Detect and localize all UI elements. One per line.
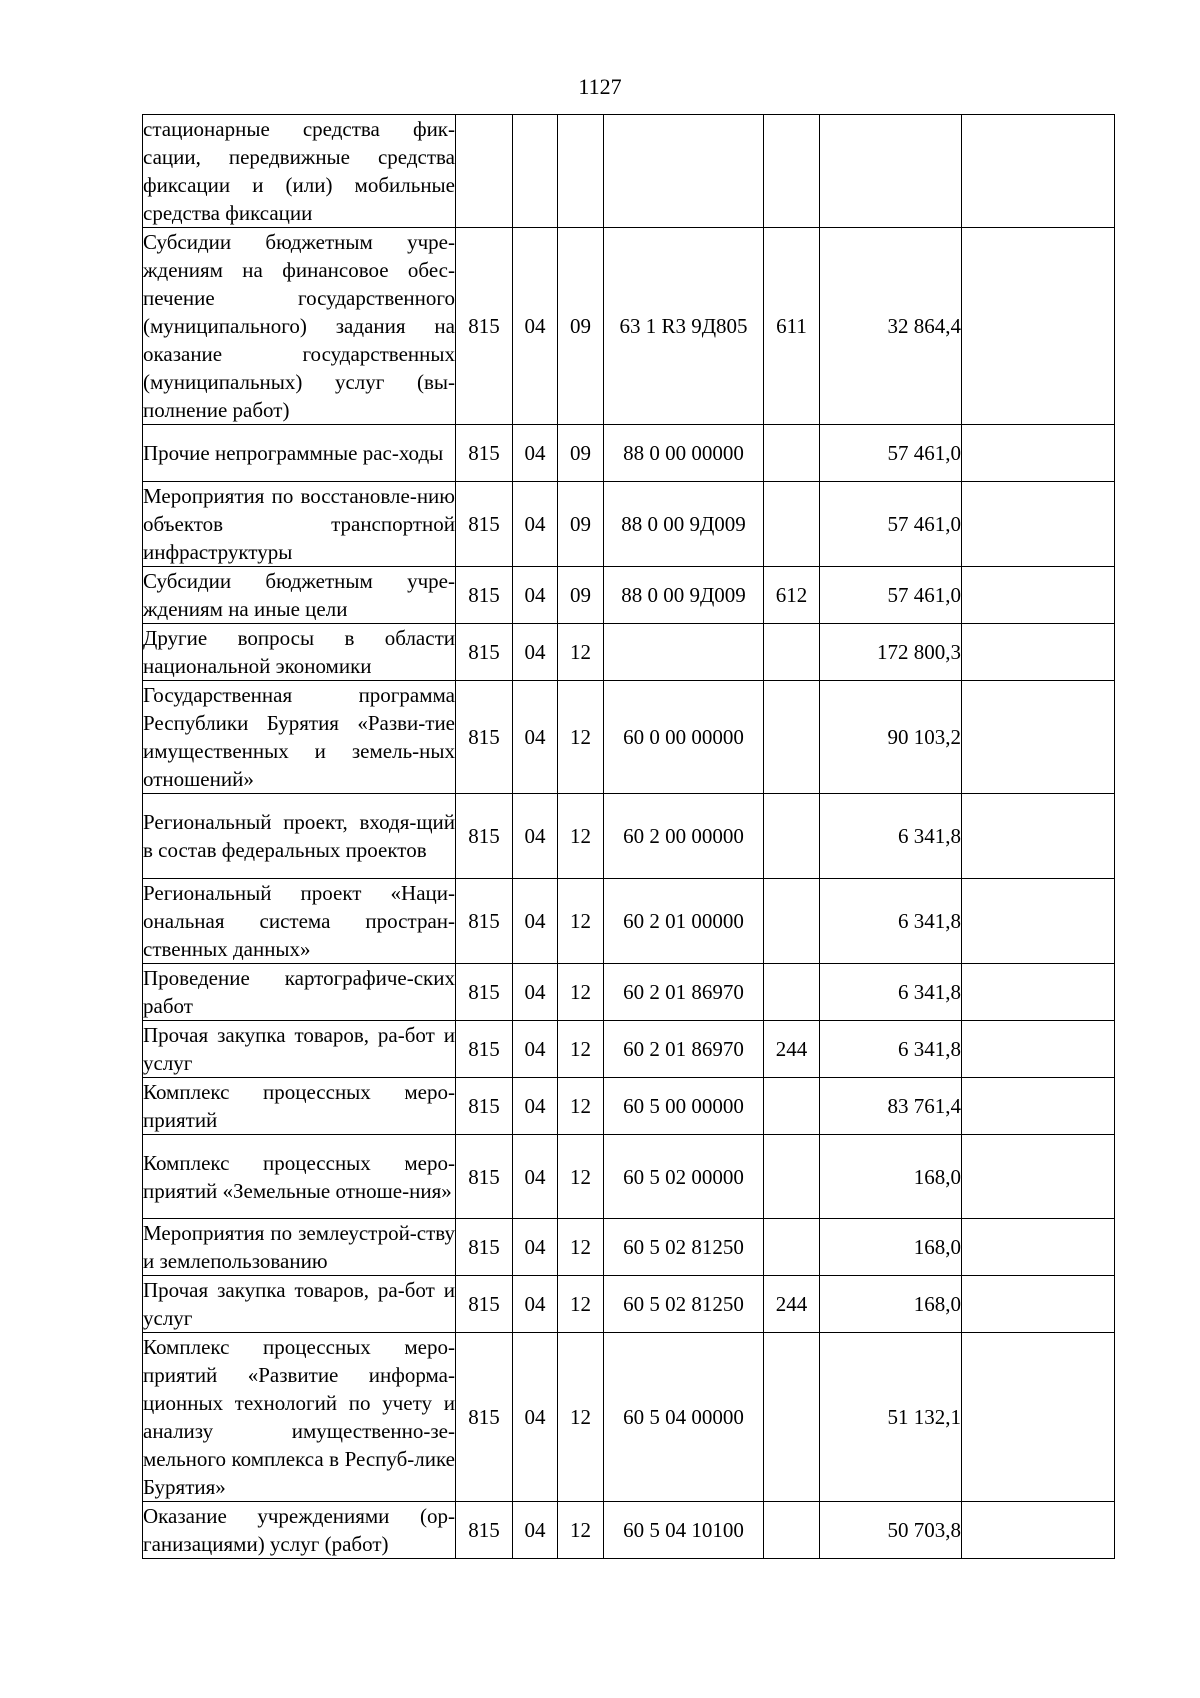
extra-cell bbox=[962, 1502, 1115, 1559]
subsection-code: 12 bbox=[558, 1502, 604, 1559]
ved-code: 815 bbox=[456, 879, 513, 964]
section-code: 04 bbox=[513, 681, 558, 794]
section-code: 04 bbox=[513, 1135, 558, 1219]
table-row bbox=[143, 624, 1115, 681]
expense-type-code: 244 bbox=[764, 1021, 820, 1078]
expense-type-code bbox=[764, 1502, 820, 1559]
amount: 50 703,8 bbox=[820, 1502, 962, 1559]
extra-cell bbox=[962, 1276, 1115, 1333]
extra-cell bbox=[962, 1078, 1115, 1135]
extra-cell bbox=[962, 879, 1115, 964]
ved-code: 815 bbox=[456, 228, 513, 425]
expense-type-code bbox=[764, 1219, 820, 1276]
row-name: Государственная программа Республики Бурятия «Разви-тие имущественных и земель-ных отношений» bbox=[143, 681, 456, 794]
subsection-code: 09 bbox=[558, 567, 604, 624]
expense-type-code bbox=[764, 482, 820, 567]
table-row bbox=[143, 1135, 1115, 1219]
table-row bbox=[143, 794, 1115, 879]
table-row bbox=[143, 1078, 1115, 1135]
ved-code: 815 bbox=[456, 1078, 513, 1135]
ved-code: 815 bbox=[456, 1333, 513, 1502]
target-article-code: 88 0 00 9Д009 bbox=[604, 567, 764, 624]
expense-type-code bbox=[764, 964, 820, 1021]
row-name: Комплекс процессных меро-приятий bbox=[143, 1078, 456, 1135]
ved-code: 815 bbox=[456, 425, 513, 482]
subsection-code: 12 bbox=[558, 1135, 604, 1219]
row-name: Другие вопросы в области национальной экономики bbox=[143, 624, 456, 681]
subsection-code: 09 bbox=[558, 228, 604, 425]
ved-code: 815 bbox=[456, 482, 513, 567]
table-row bbox=[143, 115, 1115, 228]
section-code: 04 bbox=[513, 624, 558, 681]
target-article-code: 60 0 00 00000 bbox=[604, 681, 764, 794]
ved-code: 815 bbox=[456, 1219, 513, 1276]
target-article-code: 88 0 00 9Д009 bbox=[604, 482, 764, 567]
amount bbox=[820, 115, 962, 228]
extra-cell bbox=[962, 964, 1115, 1021]
section-code: 04 bbox=[513, 482, 558, 567]
subsection-code bbox=[558, 115, 604, 228]
subsection-code: 12 bbox=[558, 879, 604, 964]
row-name: Субсидии бюджетным учре-ждениям на финансовое обес-печение государственного (муниципального) задания на оказание государственных (муниципальных) услуг (вы-полнение работ) bbox=[143, 228, 456, 425]
row-name: Прочая закупка товаров, ра-бот и услуг bbox=[143, 1276, 456, 1333]
target-article-code: 60 2 01 86970 bbox=[604, 964, 764, 1021]
subsection-code: 12 bbox=[558, 1219, 604, 1276]
amount: 6 341,8 bbox=[820, 1021, 962, 1078]
subsection-code: 12 bbox=[558, 1276, 604, 1333]
ved-code: 815 bbox=[456, 567, 513, 624]
ved-code: 815 bbox=[456, 794, 513, 879]
table-row bbox=[143, 482, 1115, 567]
subsection-code: 12 bbox=[558, 681, 604, 794]
section-code: 04 bbox=[513, 964, 558, 1021]
table-row bbox=[143, 964, 1115, 1021]
target-article-code: 60 5 00 00000 bbox=[604, 1078, 764, 1135]
table-row bbox=[143, 879, 1115, 964]
table-row bbox=[143, 1502, 1115, 1559]
ved-code: 815 bbox=[456, 681, 513, 794]
target-article-code: 60 2 01 86970 bbox=[604, 1021, 764, 1078]
table-row bbox=[143, 425, 1115, 482]
expense-type-code: 244 bbox=[764, 1276, 820, 1333]
extra-cell bbox=[962, 1219, 1115, 1276]
amount: 57 461,0 bbox=[820, 567, 962, 624]
section-code: 04 bbox=[513, 425, 558, 482]
section-code: 04 bbox=[513, 1333, 558, 1502]
section-code: 04 bbox=[513, 879, 558, 964]
amount: 57 461,0 bbox=[820, 482, 962, 567]
subsection-code: 12 bbox=[558, 1078, 604, 1135]
table-row bbox=[143, 1276, 1115, 1333]
row-name: Комплекс процессных меро-приятий «Развитие информа-ционных технологий по учету и анализу имущественно-зе-мельного комплекса в Респуб-лике Бурятия» bbox=[143, 1333, 456, 1502]
row-name: Прочая закупка товаров, ра-бот и услуг bbox=[143, 1021, 456, 1078]
page-number: 1127 bbox=[578, 74, 622, 99]
target-article-code bbox=[604, 624, 764, 681]
target-article-code bbox=[604, 115, 764, 228]
table-body bbox=[143, 115, 1115, 1559]
subsection-code: 09 bbox=[558, 482, 604, 567]
row-name: Мероприятия по землеустрой-ству и землепользованию bbox=[143, 1219, 456, 1276]
extra-cell bbox=[962, 1333, 1115, 1502]
table-row bbox=[143, 228, 1115, 425]
subsection-code: 12 bbox=[558, 624, 604, 681]
expense-type-code: 612 bbox=[764, 567, 820, 624]
extra-cell bbox=[962, 425, 1115, 482]
expense-type-code bbox=[764, 624, 820, 681]
expense-type-code bbox=[764, 681, 820, 794]
expense-type-code bbox=[764, 1135, 820, 1219]
extra-cell bbox=[962, 482, 1115, 567]
row-name: Субсидии бюджетным учре-ждениям на иные цели bbox=[143, 567, 456, 624]
section-code: 04 bbox=[513, 1276, 558, 1333]
table-row bbox=[143, 1333, 1115, 1502]
target-article-code: 60 2 01 00000 bbox=[604, 879, 764, 964]
expense-type-code: 611 bbox=[764, 228, 820, 425]
row-name: Комплекс процессных меро-приятий «Земельные отноше-ния» bbox=[143, 1135, 456, 1219]
ved-code: 815 bbox=[456, 1021, 513, 1078]
row-name: Прочие непрограммные рас-ходы bbox=[143, 425, 456, 482]
extra-cell bbox=[962, 567, 1115, 624]
amount: 168,0 bbox=[820, 1219, 962, 1276]
table-row bbox=[143, 1021, 1115, 1078]
extra-cell bbox=[962, 681, 1115, 794]
ved-code: 815 bbox=[456, 624, 513, 681]
section-code: 04 bbox=[513, 1219, 558, 1276]
row-name: Проведение картографиче-ских работ bbox=[143, 964, 456, 1021]
ved-code: 815 bbox=[456, 1276, 513, 1333]
extra-cell bbox=[962, 228, 1115, 425]
ved-code bbox=[456, 115, 513, 228]
section-code bbox=[513, 115, 558, 228]
extra-cell bbox=[962, 1135, 1115, 1219]
expense-type-code bbox=[764, 1333, 820, 1502]
amount: 168,0 bbox=[820, 1135, 962, 1219]
row-name: Региональный проект «Наци-ональная система простран-ственных данных» bbox=[143, 879, 456, 964]
amount: 6 341,8 bbox=[820, 964, 962, 1021]
amount: 32 864,4 bbox=[820, 228, 962, 425]
subsection-code: 12 bbox=[558, 794, 604, 879]
amount: 57 461,0 bbox=[820, 425, 962, 482]
expense-type-code bbox=[764, 1078, 820, 1135]
target-article-code: 63 1 R3 9Д805 bbox=[604, 228, 764, 425]
subsection-code: 12 bbox=[558, 964, 604, 1021]
extra-cell bbox=[962, 1021, 1115, 1078]
subsection-code: 12 bbox=[558, 1333, 604, 1502]
expense-type-code bbox=[764, 425, 820, 482]
row-name: Региональный проект, входя-щий в состав федеральных проектов bbox=[143, 794, 456, 879]
amount: 51 132,1 bbox=[820, 1333, 962, 1502]
budget-table bbox=[142, 114, 1115, 1559]
extra-cell bbox=[962, 115, 1115, 228]
expense-type-code bbox=[764, 879, 820, 964]
expense-type-code bbox=[764, 115, 820, 228]
extra-cell bbox=[962, 624, 1115, 681]
amount: 83 761,4 bbox=[820, 1078, 962, 1135]
target-article-code: 60 5 02 00000 bbox=[604, 1135, 764, 1219]
target-article-code: 60 5 04 00000 bbox=[604, 1333, 764, 1502]
amount: 6 341,8 bbox=[820, 879, 962, 964]
table-row bbox=[143, 1219, 1115, 1276]
section-code: 04 bbox=[513, 1078, 558, 1135]
target-article-code: 60 5 02 81250 bbox=[604, 1219, 764, 1276]
amount: 6 341,8 bbox=[820, 794, 962, 879]
row-name: Оказание учреждениями (ор-ганизациями) услуг (работ) bbox=[143, 1502, 456, 1559]
subsection-code: 09 bbox=[558, 425, 604, 482]
row-name: стационарные средства фик-сации, передвижные средства фиксации и (или) мобильные средства фиксации bbox=[143, 115, 456, 228]
target-article-code: 88 0 00 00000 bbox=[604, 425, 764, 482]
section-code: 04 bbox=[513, 228, 558, 425]
subsection-code: 12 bbox=[558, 1021, 604, 1078]
ved-code: 815 bbox=[456, 964, 513, 1021]
ved-code: 815 bbox=[456, 1135, 513, 1219]
target-article-code: 60 5 02 81250 bbox=[604, 1276, 764, 1333]
row-name: Мероприятия по восстановле-нию объектов транспортной инфраструктуры bbox=[143, 482, 456, 567]
target-article-code: 60 2 00 00000 bbox=[604, 794, 764, 879]
amount: 168,0 bbox=[820, 1276, 962, 1333]
extra-cell bbox=[962, 794, 1115, 879]
expense-type-code bbox=[764, 794, 820, 879]
section-code: 04 bbox=[513, 1021, 558, 1078]
section-code: 04 bbox=[513, 1502, 558, 1559]
section-code: 04 bbox=[513, 567, 558, 624]
section-code: 04 bbox=[513, 794, 558, 879]
table-row bbox=[143, 567, 1115, 624]
table-row bbox=[143, 681, 1115, 794]
amount: 172 800,3 bbox=[820, 624, 962, 681]
target-article-code: 60 5 04 10100 bbox=[604, 1502, 764, 1559]
amount: 90 103,2 bbox=[820, 681, 962, 794]
ved-code: 815 bbox=[456, 1502, 513, 1559]
